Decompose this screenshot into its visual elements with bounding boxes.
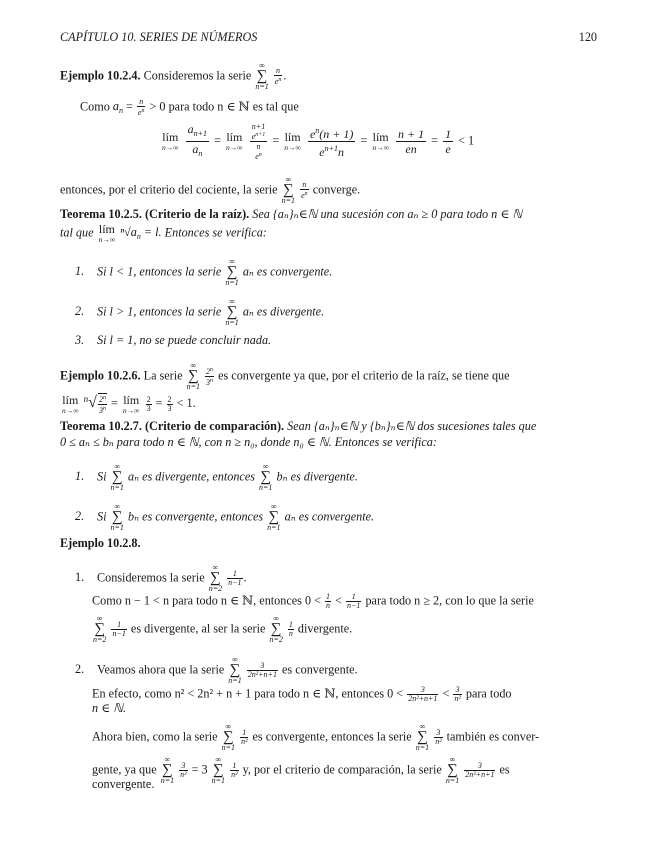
example-10-2-8-heading: Ejemplo 10.2.8.: [60, 536, 141, 550]
example-10-2-4-heading: Ejemplo 10.2.4. Consideremos la serie ∞ ∑ n=1 $\frac{n}{e^n}$ .: [60, 61, 287, 91]
example-10-2-4-conclusion: entonces, por el criterio del cociente, la serie ∞ ∑ n=1 $\frac{n}{e^n}$ converge.: [60, 175, 361, 205]
theorem-10-2-5-item-3: 3. Si l = 1, no se puede concluir nada.: [75, 333, 272, 347]
example-10-2-8-item-2-p1c: n ∈ ℕ.: [92, 701, 127, 715]
theorem-10-2-5-heading: Teorema 10.2.5. (Criterio de la raíz). Sea {aₙ}ₙ∈ℕ una sucesión con aₙ ≥ 0 para todo n ∈ ℕ: [60, 207, 523, 221]
example-label: Ejemplo 10.2.4.: [60, 68, 141, 83]
example-10-2-4-paragraph: Como $a_n$ = $\frac{n}{e^n}$ > 0 para todo n ∈ ℕ es tal que: [80, 97, 299, 117]
example-10-2-8-item-2-p4: convergente.: [92, 777, 155, 791]
page-number: 120: [578, 30, 597, 44]
example-10-2-8-item-2-p1: En efecto, como n² < 2n² + n + 1 para todo n ∈ ℕ, entonces 0 < $\frac{3}{\text{2n²+n+1}}$ < $\frac{3}{\text{n²}}$ para todo: [92, 685, 512, 703]
theorem-10-2-7-item-1: 1. Si ∞ ∑ n=1 aₙ es divergente, entonces ∞ ∑ n=1 bₙ es divergente.: [75, 462, 358, 492]
theorem-label: Teorema 10.2.7. (Criterio de comparación).: [60, 419, 285, 433]
theorem-10-2-7-item-2: 2. Si ∞ ∑ n=1 bₙ es convergente, entonces ∞ ∑ n=1 aₙ es convergente.: [75, 502, 375, 532]
example-label: Ejemplo 10.2.6.: [60, 368, 141, 383]
example-10-2-6-heading: Ejemplo 10.2.6. La serie ∞ ∑ n=1 $\frac{2^n}{3^n}$ es convergente ya que, por el criterio de la raíz, se tiene que: [60, 361, 510, 391]
example-10-2-8-item-1-p1: Como n − 1 < n para todo n ∈ ℕ, entonces 0 < $\frac{1}{n}$ < $\frac{1}{n-1}$ para todo n ≥ 2, con lo que la serie: [92, 592, 534, 610]
theorem-10-2-7-heading: Teorema 10.2.7. (Criterio de comparación). Sean {aₙ}ₙ∈ℕ y {bₙ}ₙ∈ℕ dos sucesiones tales que: [60, 419, 537, 433]
theorem-10-2-5-item-1: 1. Si l < 1, entonces la serie ∞ ∑ n=1 aₙ es convergente.: [75, 257, 333, 287]
running-header: CAPÍTULO 10. SERIES DE NÚMEROS: [60, 30, 258, 44]
theorem-label: Teorema 10.2.5. (Criterio de la raíz).: [60, 207, 250, 221]
theorem-10-2-5-line2: tal que lím n→∞ $^n√a_n = l$. Entonces se verifica:: [60, 222, 267, 244]
example-10-2-8-item-2-p2: Ahora bien, como la serie ∞ ∑ n=1 $\frac{1}{\text{n²}}$ es convergente, entonces la serie ∞ ∑ n=1 $\frac{3}{\text{n²}}$ también es conver-: [92, 722, 540, 752]
theorem-10-2-7-line2: 0 ≤ aₙ ≤ bₙ para todo n ∈ ℕ, con n ≥ n₀, donde n₀ ∈ ℕ. Entonces se verifica:: [60, 435, 437, 449]
example-10-2-8-item-1-p2: ∞ ∑ n=2 $\frac{1}{n-1}$ es divergente, al ser la serie ∞ ∑ n=2 $\frac{1}{n}$ divergente.: [93, 614, 353, 644]
example-10-2-8-item-1: 1. Consideremos la serie ∞ ∑ n=2 $\frac{1}{n-1}$ .: [75, 563, 247, 593]
example-10-2-8-item-2: 2. Veamos ahora que la serie ∞ ∑ n=1 $\frac{3}{\text{2n²+n+1}}$ es convergente.: [75, 655, 358, 685]
ratio-limit-equation: lím n→∞ $\frac{a_{n+1}}{a_n}$ = lím n→∞ n+1 $e^{n+1}$ n $e^n$ = lím n→∞ $\frac{e^n(n + 1)}{e^{n+1}n}$ = lím n→∞ $\frac{n + 1}{en}$ = $\frac{1}{e}$ < 1: [162, 122, 475, 161]
example-10-2-8-item-2-p3: gente, ya que ∞ ∑ n=1 $\frac{3}{\text{n²}}$ = 3 ∞ ∑ n=1 $\frac{1}{\text{n²}}$ y, por el criterio de comparación, la serie ∞ ∑ n=1 $\frac{3}{\text{2n²+n+1}}$ es: [92, 755, 510, 785]
theorem-10-2-5-item-2: 2. Si l > 1, entonces la serie ∞ ∑ n=1 aₙ es divergente.: [75, 297, 325, 327]
root-limit-equation: lím n→∞ $^n$√ $\frac{2^n}{3^n}$ = lím n→∞ $\frac{2}{3}$ = $\frac{2}{3}$ < 1.: [62, 392, 196, 416]
